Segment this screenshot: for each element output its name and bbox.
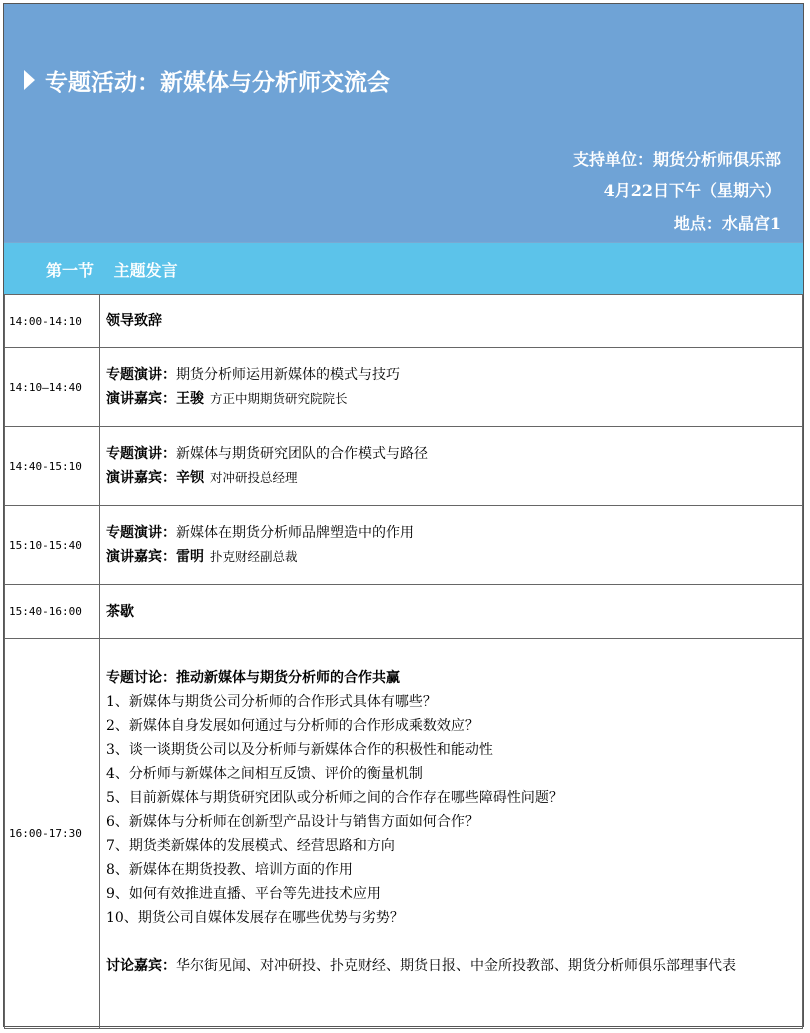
schedule-table <box>4 294 803 1029</box>
triangle-right-icon <box>24 70 35 90</box>
item-title: 茶歇 <box>100 585 803 639</box>
table-row <box>5 585 803 639</box>
supporter: 支持单位：期货分析师俱乐部 <box>572 150 781 169</box>
discussion-cell <box>100 639 803 1029</box>
discussion-question: 10、期货公司自媒体发展存在哪些优势与劣势？ <box>106 909 404 926</box>
header-banner <box>4 4 803 242</box>
event-date: 4月22日下午（星期六） <box>603 181 781 200</box>
time-cell: 14:10—14:40 <box>5 348 100 427</box>
discussion-block <box>106 656 802 1012</box>
talk-cell <box>100 348 803 427</box>
discussion-question: 9、如何有效推进直播、平台等先进技术应用 <box>106 885 381 902</box>
table-row <box>5 639 803 1029</box>
speaker-label: 演讲嘉宾： <box>106 391 176 407</box>
speaker-label: 演讲嘉宾： <box>106 470 176 486</box>
speaker-title: 方正中期期货研究院院长 <box>210 391 348 406</box>
table-row <box>5 348 803 427</box>
event-title-text: 专题活动：新媒体与分析师交流会 <box>45 68 390 96</box>
time-cell: 15:40-16:00 <box>5 585 100 639</box>
discussion-question: 8、新媒体在期货投教、培训方面的作用 <box>106 861 353 878</box>
discussion-question: 6、新媒体与分析师在创新型产品设计与销售方面如何合作？ <box>106 813 479 830</box>
section-label: 第一节 主题发言 <box>46 261 178 280</box>
discussion-title: 专题讨论：推动新媒体与期货分析师的合作共赢 <box>106 669 400 686</box>
item-title: 领导致辞 <box>100 295 803 348</box>
event-location: 地点：水晶宫1 <box>673 214 781 233</box>
speaker-title: 对冲研投总经理 <box>210 470 298 485</box>
talk-label: 专题演讲： <box>106 446 176 462</box>
table-row <box>5 506 803 585</box>
speaker-line <box>106 466 802 490</box>
talk-cell <box>100 506 803 585</box>
talk-label: 专题演讲： <box>106 367 176 383</box>
talk-cell <box>100 427 803 506</box>
talk-title: 期货分析师运用新媒体的模式与技巧 <box>176 367 400 383</box>
speaker-line <box>106 387 802 411</box>
time-cell: 14:40-15:10 <box>5 427 100 506</box>
event-title <box>24 64 390 96</box>
talk-line <box>106 442 802 466</box>
talk-title: 新媒体与期货研究团队的合作模式与路径 <box>176 446 428 462</box>
guests-label: 讨论嘉宾： <box>106 957 176 974</box>
discussion-question: 7、期货类新媒体的发展模式、经营思路和方向 <box>106 837 395 854</box>
table-row <box>5 427 803 506</box>
section-header <box>4 242 803 294</box>
guests-list: 华尔街见闻、对冲研投、扑克财经、期货日报、中金所投教部、期货分析师俱乐部理事代表 <box>176 957 736 974</box>
agenda-sheet <box>3 3 804 1027</box>
talk-label: 专题演讲： <box>106 525 176 541</box>
table-row <box>5 295 803 348</box>
discussion-question: 1、新媒体与期货公司分析师的合作形式具体有哪些？ <box>106 693 437 710</box>
speaker-name: 雷明 <box>176 549 204 565</box>
speaker-label: 演讲嘉宾： <box>106 549 176 565</box>
speaker-name: 辛钡 <box>176 470 204 486</box>
talk-line <box>106 521 802 545</box>
time-cell: 15:10-15:40 <box>5 506 100 585</box>
speaker-name: 王骏 <box>176 391 204 407</box>
discussion-question: 3、谈一谈期货公司以及分析师与新媒体合作的积极性和能动性 <box>106 741 493 758</box>
time-cell: 14:00-14:10 <box>5 295 100 348</box>
talk-title: 新媒体在期货分析师品牌塑造中的作用 <box>176 525 414 541</box>
speaker-title: 扑克财经副总裁 <box>210 549 298 564</box>
speaker-line <box>106 545 802 569</box>
discussion-question: 5、目前新媒体与期货研究团队或分析师之间的合作存在哪些障碍性问题？ <box>106 789 563 806</box>
discussion-question: 4、分析师与新媒体之间相互反馈、评价的衡量机制 <box>106 765 423 782</box>
time-cell: 16:00-17:30 <box>5 639 100 1029</box>
discussion-guests <box>106 954 802 978</box>
talk-line <box>106 363 802 387</box>
discussion-question: 2、新媒体自身发展如何通过与分析师的合作形成乘数效应？ <box>106 717 479 734</box>
